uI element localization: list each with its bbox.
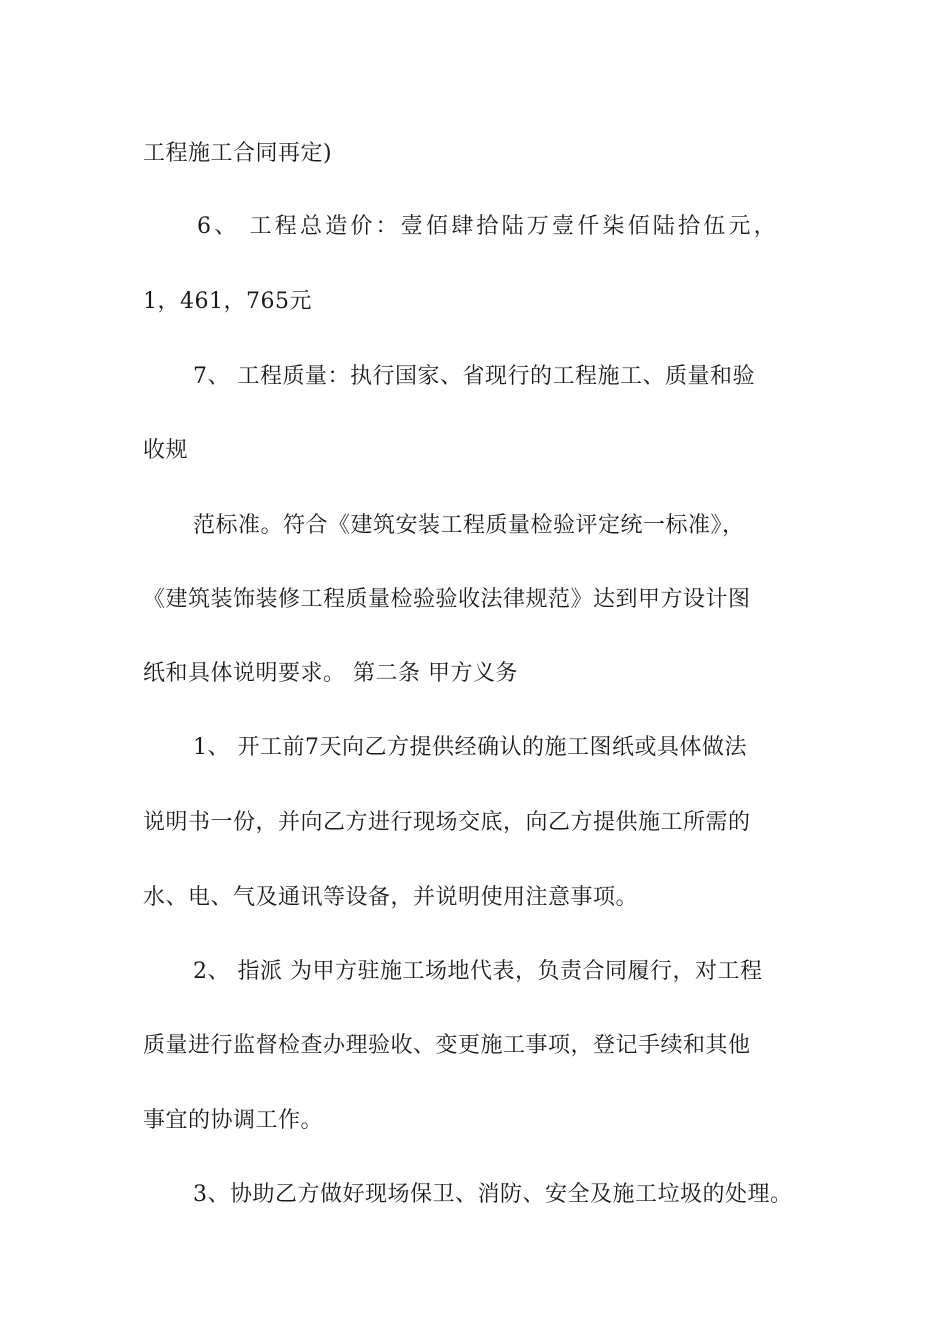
text-line: 说明书一份，并向乙方进行现场交底，向乙方提供施工所需的: [143, 810, 751, 835]
text-line: 1、 开工前7天向乙方提供经确认的施工图纸或具体做法: [193, 735, 747, 760]
text-line: 2、 指派 为甲方驻施工场地代表，负责合同履行，对工程: [193, 959, 763, 984]
text-line: 范标准。符合《建筑安装工程质量检验评定统一标准》，: [193, 513, 745, 538]
text-line: 《建筑装饰装修工程质量检验验收法律规范》达到甲方设计图: [143, 587, 751, 612]
text-line: 工程施工合同再定): [143, 141, 333, 166]
text-line: 7、 工程质量：执行国家、省现行的工程施工、质量和验: [193, 364, 755, 389]
text-line: 3、协助乙方做好现场保卫、消防、安全及施工垃圾的处理。: [193, 1182, 793, 1207]
text-line: 1，461，765元: [143, 289, 312, 314]
text-line: 收规: [143, 438, 189, 463]
text-line: 6、 工程总造价：壹佰肆拾陆万壹仟柒佰陆拾伍元，: [197, 214, 779, 239]
text-line: 事宜的协调工作。: [143, 1108, 324, 1133]
text-line: 纸和具体说明要求。 第二条 甲方义务: [143, 661, 518, 686]
text-line: 质量进行监督检查办理验收、变更施工事项，登记手续和其他: [143, 1033, 751, 1058]
text-line: 水、电、气及通讯等设备，并说明使用注意事项。: [143, 885, 639, 910]
